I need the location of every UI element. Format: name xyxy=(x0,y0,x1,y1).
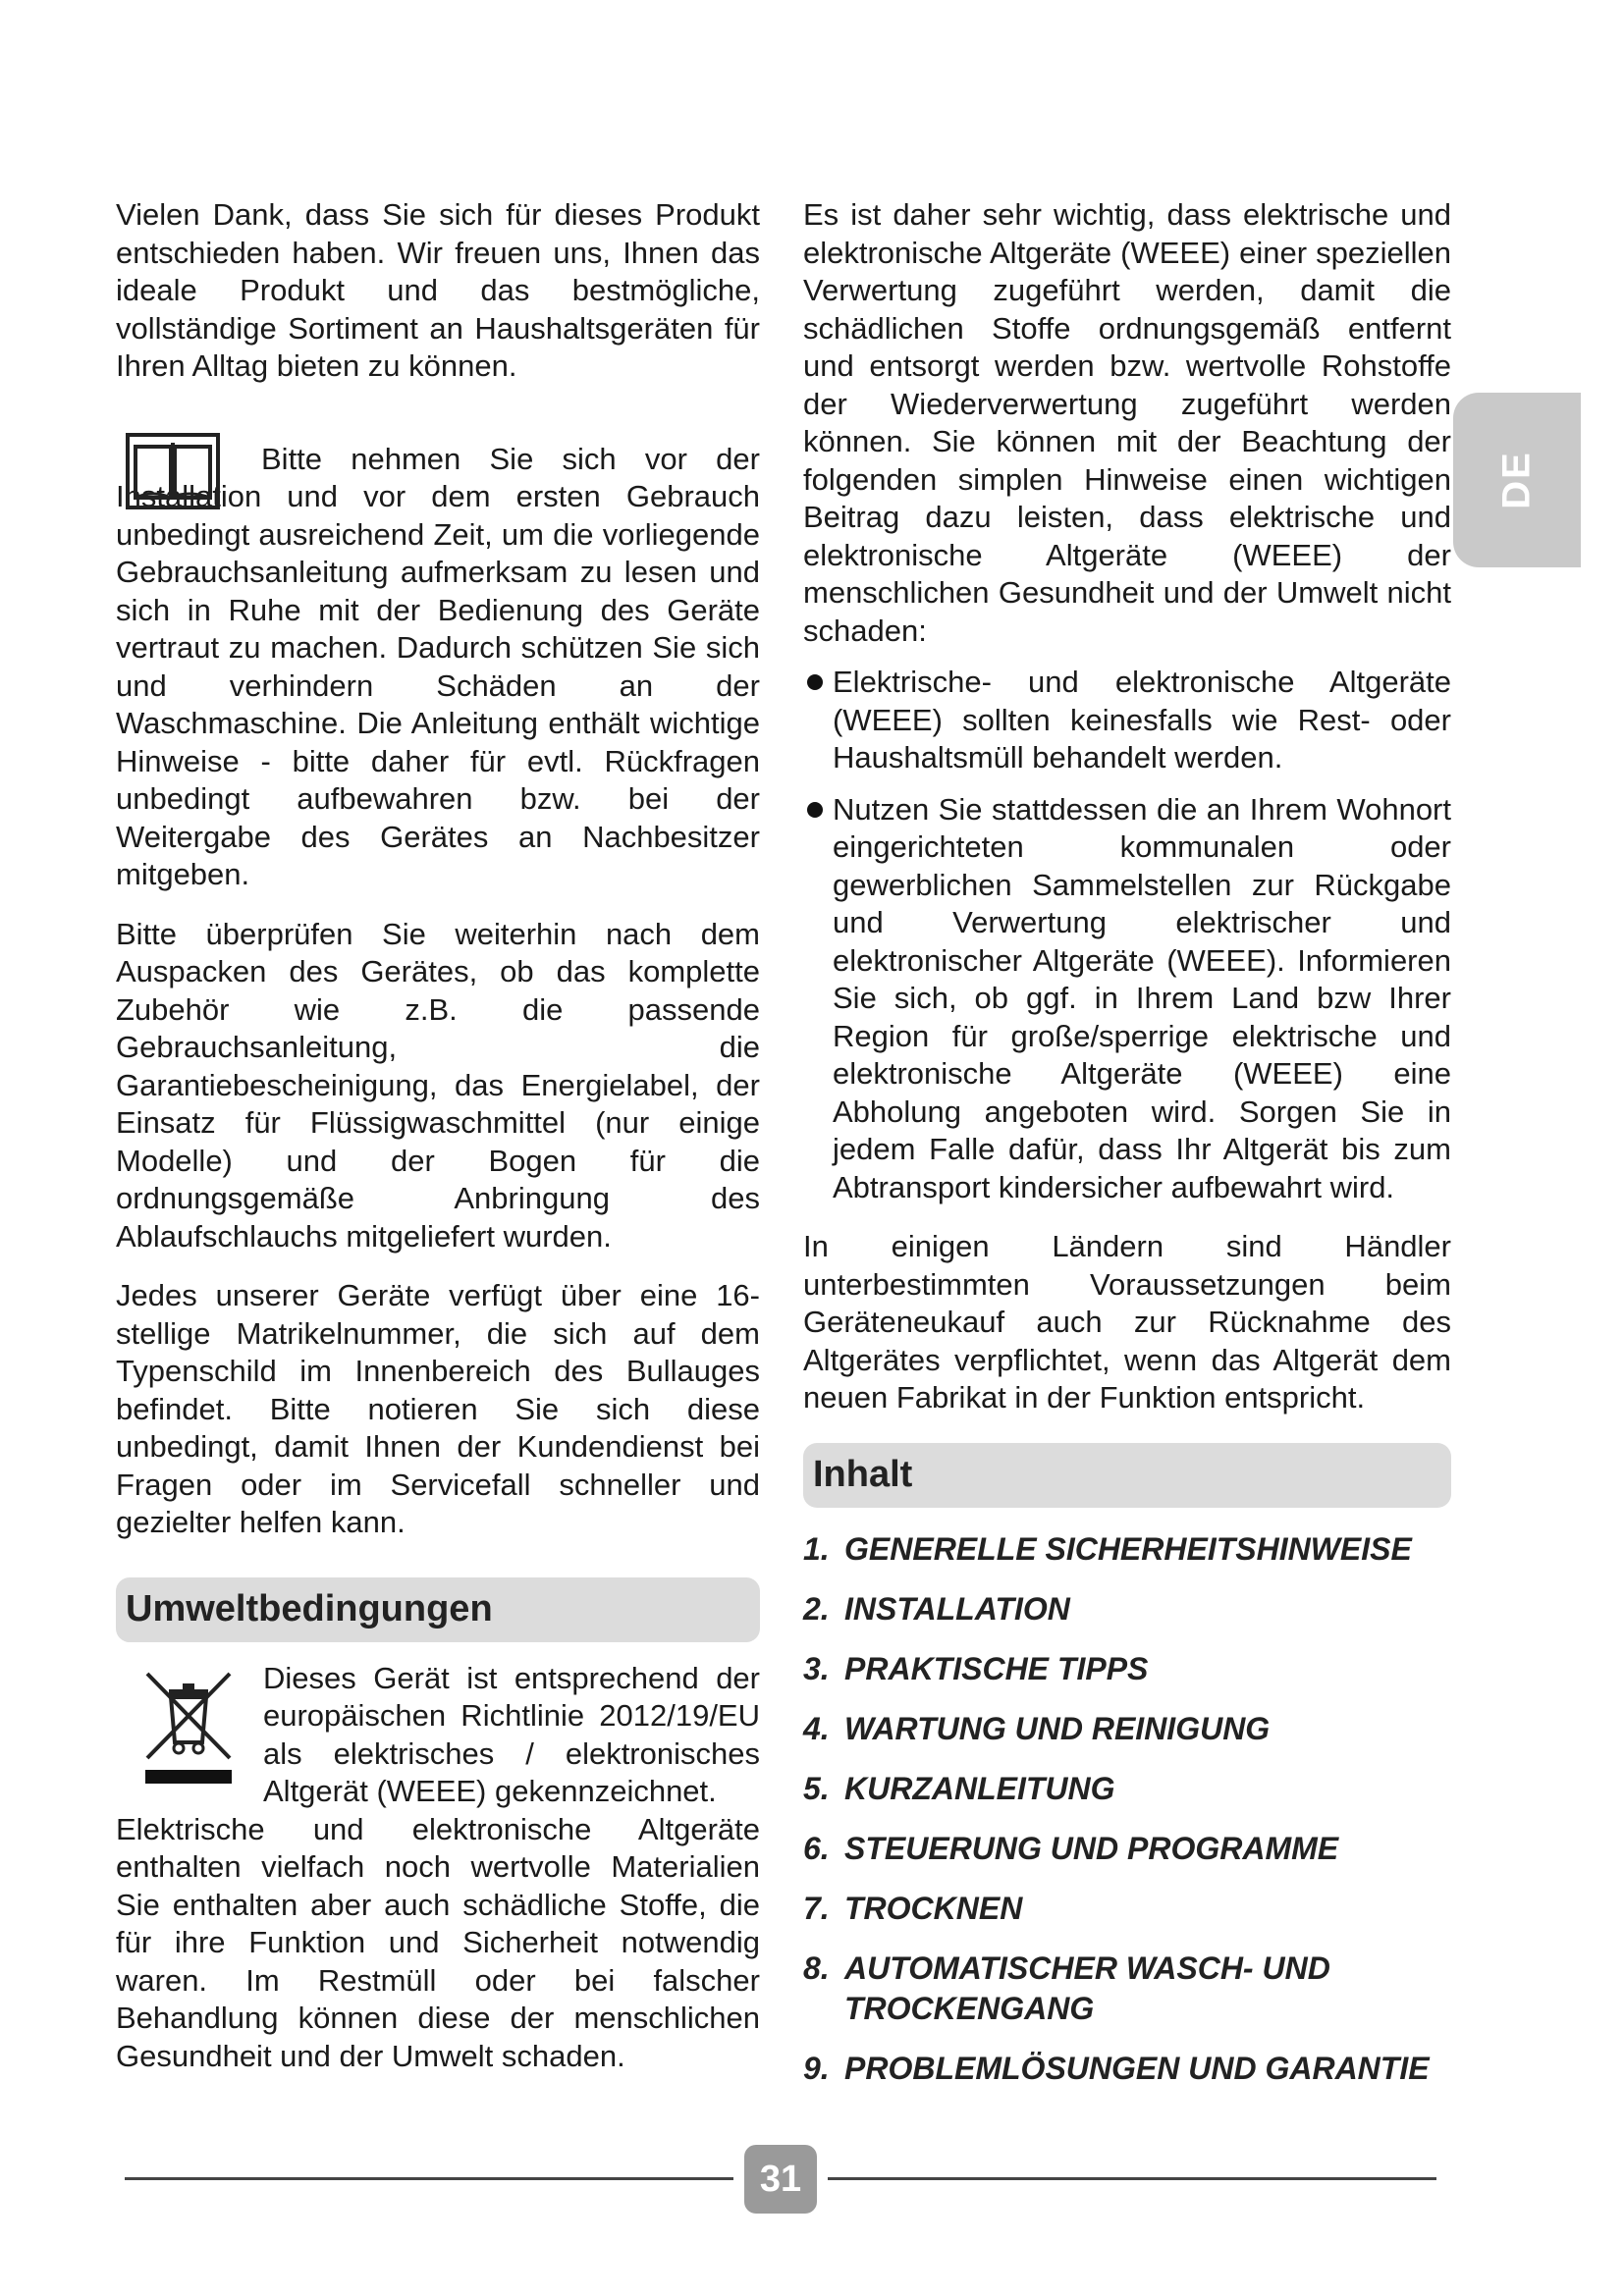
list-item: Nutzen Sie stattdessen die an Ihrem Wohnort eingerichteten kommunalen oder gewerblichen Sammelstellen zur Rückgabe und Verwertung elektrischer und elektronischer Altgeräte (WEEE). Informieren Sie sich, ob ggf. in Ihrem Land bzw Ihrer Region für große/sperrige elektrische und elektronische Altgeräte (WEEE) eine Abholung angeboten wird. Sorgen Sie in jedem Falle dafür, dass Ihr Altgerät bis zum Abtransport kindersicher aufbewahrt wird. xyxy=(803,791,1451,1207)
weee-body-paragraph: Elektrische und elektronische Altgeräte enthalten vielfach noch wertvolle Materialien Sie enthalten aber auch schädliche Stoffe, die für ihre Funktion und Sicherheit notwendig waren. Im Restmüll oder bei falscher Behandlung können diese der menschlichen Gesundheit und der Umwelt schaden. xyxy=(116,1811,760,2073)
language-tab-label: DE xyxy=(1494,451,1539,509)
toc-item[interactable]: 6. STEUERUNG UND PROGRAMME xyxy=(803,1830,1339,1866)
table-of-contents xyxy=(803,1529,1451,2089)
toc-item[interactable]: 4. WARTUNG UND REINIGUNG xyxy=(803,1710,1271,1746)
read-manual-block xyxy=(116,441,760,894)
list-item: Elektrische- und elektronische Altgeräte (WEEE) sollten keinesfalls wie Rest- oder Haushaltsmüll behandelt werden. xyxy=(803,664,1451,777)
toc-item[interactable]: 5. KURZANLEITUNG xyxy=(803,1770,1115,1806)
footer-divider-right xyxy=(828,2177,1436,2180)
toc-item[interactable]: 1. GENERELLE SICHERHEITSHINWEISE xyxy=(803,1530,1412,1567)
toc-item[interactable]: 3. PRAKTISCHE TIPPS xyxy=(803,1650,1149,1686)
serial-number-paragraph: Jedes unserer Geräte verfügt über eine 16-stellige Matrikelnummer, die sich auf dem Typenschild im Innenbereich des Bullauges befindet. Bitte notieren Sie sich diese unbedingt, damit Ihnen der Kundendienst bei Fragen oder im Servicefall schneller und gezielter helfen kann. xyxy=(116,1278,760,1539)
right-column xyxy=(803,196,1451,2109)
umwelt-heading: Umweltbedingungen xyxy=(116,1577,760,1642)
language-tab xyxy=(1453,393,1581,567)
bullet-icon xyxy=(807,802,823,818)
check-accessories-paragraph: Bitte überprüfen Sie weiterhin nach dem Auspacken des Gerätes, ob das komplette Zubehör wie z.B. die passende Gebrauchsanleitung, die Garantiebescheinigung, das Energielabel, der Einsatz für Flüssigwaschmittel (nur einige Modelle) und der Bogen für die ordnungsgemäße Anbringung des Ablaufschlauchs mitgeliefert wurden. xyxy=(116,916,760,1254)
bullet-icon xyxy=(807,674,823,690)
toc-item[interactable]: 2. INSTALLATION xyxy=(803,1590,1070,1627)
recycling-bullet-list xyxy=(803,664,1451,1206)
toc-item[interactable]: 7. TROCKNEN xyxy=(803,1890,1023,1926)
weee-label-paragraph: Dieses Gerät ist entsprechend der europäischen Richtlinie 2012/19/EU als elektrisches / elektronisches Altgerät (WEEE) gekennzeichnet. xyxy=(263,1660,760,1808)
intro-paragraph: Vielen Dank, dass Sie sich für dieses Produkt entschieden haben. Wir freuen uns, Ihnen das ideale Produkt und das bestmögliche, vollständige Sortiment an Haushaltsgeräten für Ihren Alltag bieten zu können. xyxy=(116,197,760,383)
weee-block xyxy=(116,1660,760,1811)
dealers-paragraph: In einigen Ländern sind Händler unterbestimmten Voraussetzungen beim Geräteneukauf auch zur Rücknahme des Altgerätes verpflichtet, wenn das Altgerät dem neuen Fabrikat in der Funktion entspricht. xyxy=(803,1229,1451,1415)
page-number: 31 xyxy=(744,2145,817,2214)
recycling-intro-paragraph: Es ist daher sehr wichtig, dass elektrische und elektronische Altgeräte (WEEE) einer speziellen Verwertung zugeführt werden, damit die schädlichen Stoffe ordnungsgemäß entfernt und entsorgt werden bzw. wertvolle Rohstoffe der Wiederverwertung zugeführt werden können. Sie können mit der Beachtung der folgenden simplen Hinweise einen wichtigen Beitrag dazu leisten, dass elektrische und elektronische Altgeräte (WEEE) der menschlichen Gesundheit und der Umwelt nicht schaden: xyxy=(803,197,1451,648)
toc-item[interactable]: 9. PROBLEMLÖSUNGEN UND GARANTIE xyxy=(803,2050,1430,2086)
crossed-bin-icon xyxy=(141,1668,236,1789)
inhalt-heading: Inhalt xyxy=(803,1443,1451,1508)
toc-item[interactable]: 8. AUTOMATISCHER WASCH- UND TROCKENGANG xyxy=(803,1949,1330,2026)
read-manual-paragraph: Bitte nehmen Sie sich vor der Installation und vor dem ersten Gebrauch unbedingt ausreichend Zeit, um die vorliegende Gebrauchsanleitung aufmerksam zu lesen und sich in Ruhe mit der Bedienung des Geräte vertraut zu machen. Dadurch schützen Sie sich und verhindern Schäden an der Waschmaschine. Die Anleitung enthält wichtige Hinweise - bitte daher für evtl. Rückfragen unbedingt aufbewahren bzw. bei der Weitergabe des Gerätes an Nachbesitzer mitgeben. xyxy=(116,441,760,891)
left-column xyxy=(116,196,760,2075)
footer-divider-left xyxy=(125,2177,733,2180)
book-icon xyxy=(126,433,220,509)
